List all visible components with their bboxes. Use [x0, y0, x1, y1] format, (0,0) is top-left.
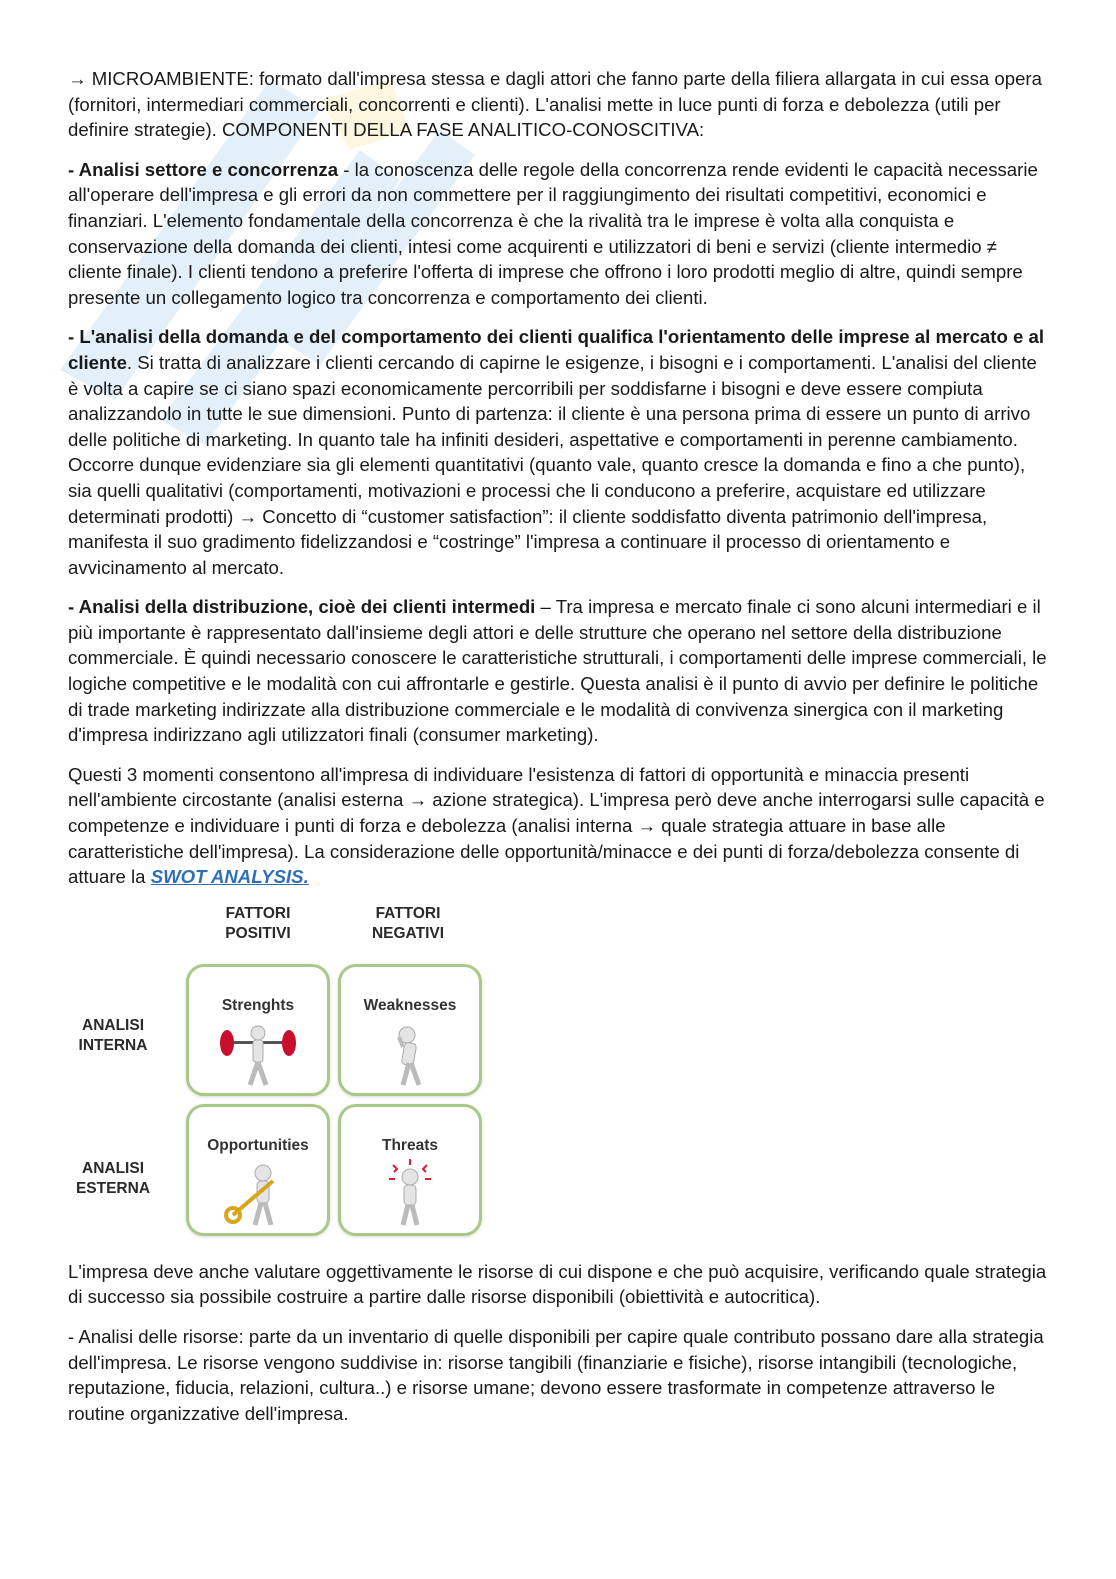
swot-cell-strengths [186, 964, 330, 1096]
row-header-line: INTERNA [78, 1036, 148, 1054]
paragraph-text: . Si tratta di analizzare i clienti cercando di capirne le esigenze, i bisogni e i comportamenti. L'analisi del cliente è volta a capire se ci siano spazi economicamente percorribili per soddisfarne i bisogni e deve essere compiuta analizzandolo in tutte le sue dimensioni. Punto di partenza: il cliente è una persona prima di essere un punto di arrivo delle politiche di marketing. In quanto tale ha infiniti desideri, aspettative e comportamenti in perenne cambiamento. Occorre dunque evidenziare sia gli elementi quantitativi (quanto vale, quanto cresce la domanda e fino a che punto), sia quelli qualitativi (comportamenti, motivazioni e processi che li conducono a preferire, acquistare ed utilizzare determinati prodotti) → Concetto di “customer satisfaction”: il cliente soddisfatto diventa patrimonio dell'impresa, manifesta il suo gradimento fidelizzandosi e “costringe” l'impresa a continuare il processo di orientamento e avvicinamento al mercato. [68, 351, 1037, 578]
cell-label: Strenghts [221, 996, 295, 1014]
section-heading: - Analisi settore e concorrenza [68, 158, 339, 180]
swot-diagram [68, 904, 508, 1249]
swot-cell-threats [338, 1104, 482, 1236]
swot-analysis-link[interactable]: SWOT ANALYSIS. [150, 866, 309, 888]
swot-cell-opportunities [186, 1104, 330, 1236]
weightlifter-icon [213, 1019, 303, 1089]
paragraph-text: L'impresa deve anche valutare oggettivamente le risorse di cui dispone e che può acquisire, verificando quale strategia di successo sia possibile costruire a partire dalle risorse disponibili (obiettività e autocritica). [68, 1260, 1047, 1308]
tired-figure-icon [365, 1019, 455, 1089]
column-header-line: NEGATIVI [371, 924, 445, 942]
row-header-line: ANALISI [82, 1159, 144, 1177]
column-header-negative [333, 904, 483, 944]
cell-label: Weaknesses [363, 996, 457, 1014]
section-heading: - Analisi della distribuzione, cioè dei clienti intermedi [68, 596, 536, 618]
paragraph-text: Questi 3 momenti consentono all'impresa di individuare l'esistenza di fattori di opportunità e minaccia presenti nell'ambiente circostante (analisi esterna → azione strategica). L'impresa però deve anche interrogarsi sulle capacità e competenze e individuare i punti di forza e debolezza (analisi interna → quale strategia attuare in base alle caratteristiche dell'impresa). La considerazione delle opportunità/minacce e dei punti di forza/debolezza consente di attuare la [68, 763, 1045, 888]
paragraph-analisi-risorse [68, 1324, 1048, 1426]
column-header-positive [183, 904, 333, 944]
column-header-line: FATTORI [225, 904, 291, 922]
cell-label: Opportunities [207, 1136, 309, 1154]
column-header-line: FATTORI [375, 904, 441, 922]
paragraph-concorrenza [68, 157, 1048, 311]
row-header-line: ANALISI [82, 1016, 144, 1034]
paragraph-microambiente [68, 66, 1048, 143]
row-header-external [68, 1159, 158, 1199]
paragraph-domanda [68, 324, 1048, 580]
swot-cell-weaknesses [338, 964, 482, 1096]
stressed-figure-icon [365, 1159, 455, 1229]
row-header-line: ESTERNA [75, 1179, 151, 1197]
column-header-line: POSITIVI [225, 924, 291, 942]
document-page [68, 66, 1048, 1440]
paragraph-text: – Tra impresa e mercato finale ci sono alcuni intermediari e il più importante è rappresentato dall'insieme degli attori e delle strutture che operano nel settore della distribuzione commerciale. È quindi necessario conoscere le caratteristiche strutturali, i comportamenti delle imprese commerciali, le logiche competitive e le modalità con cui affrontarle e gestirle. Questa analisi è il punto di avvio per definire le politiche di trade marketing indirizzate alla distribuzione commerciale e le modalità di convivenza sinergica con il marketing d'impresa indirizzano agli utilizzatori finali (consumer marketing). [68, 596, 1047, 746]
cell-label: Threats [382, 1136, 438, 1154]
section-heading: - L'analisi della domanda e del comportamento dei clienti qualifica l'orientamento delle imprese al mercato e al cliente [68, 326, 1044, 373]
paragraph-text: - Analisi delle risorse: parte da un inventario di quelle disponibili per capire quale contributo possano dare alla strategia dell'impresa. Le risorse vengono suddivise in: risorse tangibili (finanziarie e fisiche), risorse intangibili (tecnologiche, reputazione, fiducia, relazioni, cultura..) e risorse umane; devono essere trasformate in competenze attraverso le routine organizzative dell'impresa. [68, 1326, 1044, 1424]
paragraph-swot-intro [68, 762, 1048, 890]
figure-with-key-icon [213, 1159, 303, 1229]
paragraph-text: - la conoscenza delle regole della concorrenza rende evidenti le capacità necessarie all'operare dell'impresa e gli errori da non commettere per il raggiungimento dei risultati competitivi, economici e finanziari. L'elemento fondamentale della concorrenza è che la rivalità tra le imprese è volta alla conquista e conservazione della domanda dei clienti, intesi come acquirenti e utilizzatori di beni e servizi (cliente intermedio ≠ cliente finale). I clienti tendono a preferire l'offerta di imprese che offrono i loro prodotti meglio di altre, quindi sempre presente un collegamento logico tra concorrenza e comportamento dei clienti. [68, 158, 1038, 308]
row-header-internal [68, 1016, 158, 1056]
paragraph-risorse-intro [68, 1259, 1048, 1310]
paragraph-text: → MICROAMBIENTE: formato dall'impresa stessa e dagli attori che fanno parte della filiera allargata in cui essa opera (fornitori, intermediari commerciali, concorrenti e clienti). L'analisi mette in luce punti di forza e debolezza (utili per definire strategie). COMPONENTI DELLA FASE ANALITICO-CONOSCITIVA: [68, 68, 1042, 141]
paragraph-distribuzione [68, 594, 1048, 748]
